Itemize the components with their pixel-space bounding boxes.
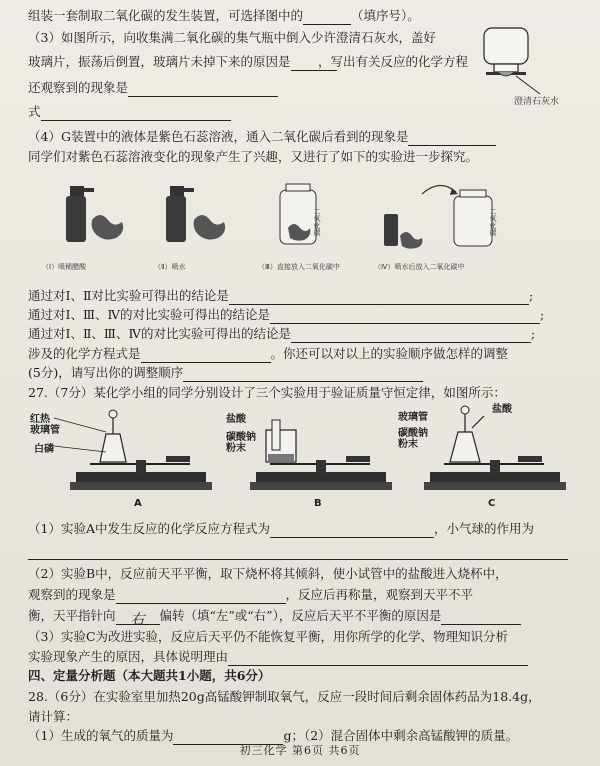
experiment-caption: （Ⅰ）喷稀醋酸 bbox=[42, 263, 87, 271]
label-text: 碳酸钠 bbox=[226, 432, 256, 443]
question-text: （1）实验A中发生反应的化学反应方程式为 bbox=[28, 521, 270, 536]
label-text: 白磷 bbox=[34, 444, 54, 455]
experiment-caption: （Ⅲ）直接放入二氧化碳中 bbox=[258, 263, 340, 271]
question-text: g；（2）混合固体中剩余高锰酸钾的质量。 bbox=[283, 728, 519, 743]
question-text: ，写出有关反应的化学方程 bbox=[318, 54, 469, 69]
question-text: 实验现象产生的原因，具体说明理由 bbox=[28, 649, 229, 664]
question-text: （3）如图所示，向收集满二氧化碳的集气瓶中倒入少许澄清石灰水，盖好 bbox=[28, 30, 436, 45]
question-text: （1）生成的氧气的质量为 bbox=[28, 728, 174, 743]
question-text: 还观察到的现象是 bbox=[28, 80, 129, 95]
figure-label: B bbox=[314, 498, 322, 509]
question-text: 式 bbox=[28, 104, 41, 119]
question-text: 。你还可以对以上的实验顺序做怎样的调整 bbox=[270, 346, 509, 361]
balance-figures bbox=[30, 404, 575, 516]
answer-blank[interactable] bbox=[291, 329, 531, 343]
experiment-caption: （Ⅳ）喷水后放入二氧化碳中 bbox=[374, 263, 465, 271]
label-text: 粉末 bbox=[398, 439, 418, 450]
label-text: 盐酸 bbox=[492, 404, 512, 415]
question-text: 同学们对紫色石蕊溶液变化的现象产生了兴趣，又进行了如下的实验进一步探究。 bbox=[28, 149, 479, 164]
question-text: 涉及的化学方程式是 bbox=[28, 346, 141, 361]
handwritten-answer: 右 bbox=[116, 611, 160, 625]
question-text: 通过对Ⅰ、Ⅱ、Ⅲ、Ⅳ的对比实验可得出的结论是 bbox=[28, 326, 291, 341]
question-text: （4）G装置中的液体是紫色石蕊溶液，通入二氧化碳后看到的现象是 bbox=[28, 129, 409, 144]
question-text: ，反应后再称量，观察到天平不平 bbox=[285, 587, 474, 602]
jar-label: 二氧化碳 bbox=[313, 208, 321, 236]
experiment-caption: （Ⅱ）喷水 bbox=[154, 263, 186, 271]
question-text: 玻璃片，振荡后倒置，玻璃片未掉下来的原因是 bbox=[28, 54, 291, 69]
page-footer: 初三化学 第6页 共6页 bbox=[239, 744, 361, 757]
text-line bbox=[28, 345, 578, 363]
label-text: 玻璃管 bbox=[398, 412, 428, 423]
answer-blank[interactable] bbox=[41, 107, 231, 121]
label-text: 碳酸钠 bbox=[398, 428, 428, 439]
text-line bbox=[28, 688, 578, 706]
text-line bbox=[28, 586, 578, 604]
question-text: ，小气球的作用为 bbox=[433, 521, 534, 536]
answer-blank[interactable] bbox=[141, 349, 271, 363]
answer-blank[interactable] bbox=[28, 546, 568, 560]
text-line bbox=[28, 708, 578, 726]
question-text: 28.（6分）在实验室里加热20g高锰酸钾制取氧气，反应一段时间后剩余固体药品为18.4g， bbox=[28, 689, 541, 704]
answer-blank[interactable] bbox=[270, 524, 434, 538]
text-line bbox=[28, 607, 578, 628]
question-text: 衡，天平指针向 bbox=[28, 608, 116, 623]
text-line bbox=[28, 648, 578, 666]
question-text: （2）实验B中，反应前天平平衡，取下烧杯将其倾斜，使小试管中的盐酸进入烧杯中， bbox=[28, 566, 508, 581]
text-line: 通过对Ⅰ、Ⅱ、Ⅲ、Ⅳ的对比实验可得出的结论是 ; bbox=[28, 326, 536, 341]
text-line bbox=[28, 364, 578, 382]
text-line bbox=[28, 565, 578, 583]
label-text: 粉末 bbox=[226, 443, 246, 454]
question-text: 偏转（填“左”或“右”），反应后天平不平衡的原因是 bbox=[159, 608, 442, 623]
answer-blank[interactable] bbox=[303, 11, 351, 25]
question-text: 观察到的现象是 bbox=[28, 587, 116, 602]
answer-blank[interactable] bbox=[183, 368, 423, 382]
question-text: 组装一套制取二氧化碳的发生装置，可选择图中的 bbox=[28, 8, 304, 23]
question-text: 通过对Ⅰ、Ⅱ对比实验可得出的结论是 bbox=[28, 288, 229, 303]
label-text: 红热 bbox=[30, 414, 50, 425]
jar-label: 二氧化碳 bbox=[489, 208, 497, 236]
question-text: 请计算： bbox=[28, 709, 79, 724]
section-heading: 四、定量分析题（本大题共1小题，共6分） bbox=[28, 668, 271, 683]
answer-blank[interactable] bbox=[441, 611, 521, 625]
answer-blank[interactable] bbox=[228, 652, 528, 666]
question-text: 通过对Ⅰ、Ⅲ、Ⅳ的对比实验可得出的结论是 bbox=[28, 307, 270, 322]
answer-blank[interactable] bbox=[408, 132, 496, 146]
question-text: 27.（7分）某化学小组的同学分别设计了三个实验用于验证质量守恒定律，如图所示： bbox=[28, 385, 506, 400]
limewater-bottle-figure bbox=[470, 22, 580, 110]
text-line bbox=[28, 148, 578, 166]
text-line bbox=[28, 542, 578, 560]
text-line bbox=[28, 520, 578, 538]
figure-label: A bbox=[134, 498, 142, 509]
answer-blank[interactable] bbox=[229, 291, 529, 305]
text-line: 通过对Ⅰ、Ⅱ对比实验可得出的结论是 ; bbox=[28, 288, 534, 303]
answer-blank[interactable] bbox=[128, 83, 278, 97]
question-text: （3）实验C为改进实验，反应后天平仍不能恢复平衡，用你所学的化学、物理知识分析 bbox=[28, 629, 509, 644]
experiment-figures bbox=[30, 180, 570, 272]
answer-blank[interactable] bbox=[116, 590, 286, 604]
limewater-label: 澄清石灰水 bbox=[514, 97, 560, 107]
text-line bbox=[28, 128, 578, 146]
answer-blank[interactable] bbox=[270, 310, 540, 324]
question-text: （填序号）。 bbox=[351, 8, 420, 23]
label-text: 玻璃管 bbox=[30, 425, 60, 436]
figure-label: C bbox=[488, 498, 496, 509]
text-line: 通过对Ⅰ、Ⅲ、Ⅳ的对比实验可得出的结论是 ; bbox=[28, 307, 545, 322]
label-text: 盐酸 bbox=[226, 414, 246, 425]
question-text: (5分)，请写出你的调整顺序 bbox=[28, 365, 184, 380]
text-line bbox=[28, 628, 578, 646]
text-line bbox=[28, 384, 578, 402]
